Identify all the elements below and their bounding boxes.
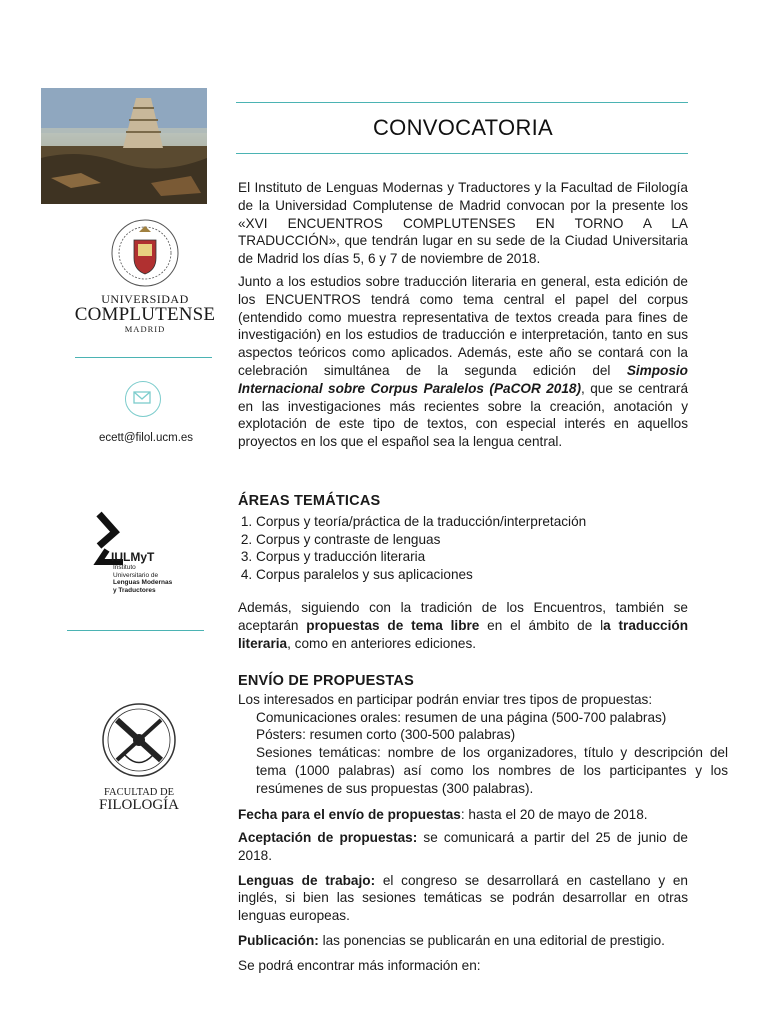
envio-intro: Los interesados en participar podrán enviar tres tipos de propuestas: xyxy=(238,691,653,707)
areas-heading: ÁREAS TEMÁTICAS xyxy=(238,493,381,509)
list-item: 4. Corpus paralelos y sus aplicaciones xyxy=(256,566,688,584)
faculty-line1: FACULTAD DE xyxy=(103,787,175,798)
areas-section xyxy=(238,493,688,652)
intro-paragraph-1: El Instituto de Lenguas Modernas y Traductores y la Facultad de Filología de la Universidad Complutense de Madrid convocan por la presente los «XVI ENCUENTROS COMPLUTENSES EN TORNO A LA TRADUCCIÓN», que tendrán lugar en su sede de la Ciudad Universitaria de Madrid los días 5, 6 y 7 de noviembre de 2018. xyxy=(238,180,688,267)
iulmyt-logo xyxy=(87,500,187,608)
university-line2: COMPLUTENSE xyxy=(74,304,216,325)
publicacion-line: Publicación: las ponencias se publicarán en una editorial de prestigio. xyxy=(238,932,665,948)
envio-type-2: Pósters: resumen corto (300-500 palabras) xyxy=(256,727,516,743)
envio-type-3: Sesiones temáticas: nombre de los organizadores, título y descripción del tema (1000 palabras) así como los nombres de los participantes y los resúmenes de sus propuestas (300 palabras). xyxy=(256,745,728,796)
faculty-line2: FILOLOGÍA xyxy=(99,797,179,813)
list-item: 3. Corpus y traducción literaria xyxy=(256,548,688,566)
lenguas-line: Lenguas de trabajo: el congreso se desarrollará en castellano y en inglés, si bien las sesiones temáticas se podrán desarrollar en otras lenguas europeas. xyxy=(238,872,688,924)
envio-section xyxy=(238,673,728,823)
envio-type-1: Comunicaciones orales: resumen de una página (500-700 palabras) xyxy=(256,709,667,725)
aceptacion-line: Aceptación de propuestas: se comunicará a partir del 25 de junio de 2018. xyxy=(238,830,688,863)
fecha-line: Fecha para el envío de propuestas: hasta el 20 de mayo de 2018. xyxy=(238,806,648,822)
intro-section xyxy=(238,179,688,451)
filologia-logo xyxy=(95,700,191,813)
university-line3: MADRID xyxy=(124,324,166,334)
page-title: CONVOCATORIA xyxy=(372,115,554,140)
sidebar-divider xyxy=(75,357,212,358)
iulmyt-desc: Instituto Universitario de Lenguas Modernas y Traductores xyxy=(113,564,173,594)
details-section xyxy=(238,829,688,975)
envio-heading: ENVÍO DE PROPUESTAS xyxy=(238,673,414,689)
filologia-seal-icon xyxy=(95,700,183,780)
mas-info-line: Se podrá encontrar más información en: xyxy=(238,957,481,973)
iulmyt-name: IULMyT xyxy=(111,550,155,564)
sidebar-divider-2 xyxy=(67,630,204,631)
areas-list xyxy=(238,513,688,584)
areas-note: Además, siguiendo con la tradición de los Encuentros, también se aceptarán propuestas de tema libre en el ámbito de la traducción literaria, como en anteriores ediciones. xyxy=(238,599,688,651)
tower-of-babel-painting xyxy=(41,88,207,204)
list-item: 1. Corpus y teoría/práctica de la traducción/interpretación xyxy=(256,513,688,531)
contact-email[interactable]: ecett@filol.ucm.es xyxy=(98,432,194,444)
title-rule-bottom xyxy=(236,153,688,154)
intro-paragraph-2: Junto a los estudios sobre traducción literaria en general, esta edición de los ENCUENTROS tendrá como tema central el papel del corpus (entendido como muestra representativa de textos creada para fines de investigación) en los estudios de traducción e interpretación, tanto en sus aspectos teóricos como aplicados. Además, este año se contará con la celebración simultánea de la segunda edición del Simposio Internacional sobre Corpus Paralelos (PaCOR 2018), que se centrará en las investigaciones más recientes sobre la creación, anotación y explotación de este tipo de textos, con especial interés en aquellos proyectos en los que el español sea la lengua central. xyxy=(238,273,689,450)
list-item: 2. Corpus y contraste de lenguas xyxy=(256,531,688,549)
email-icon[interactable] xyxy=(125,381,161,417)
ucm-seal-icon xyxy=(110,218,180,288)
university-line1: UNIVERSIDAD xyxy=(101,292,189,306)
ucm-logo xyxy=(75,218,215,293)
